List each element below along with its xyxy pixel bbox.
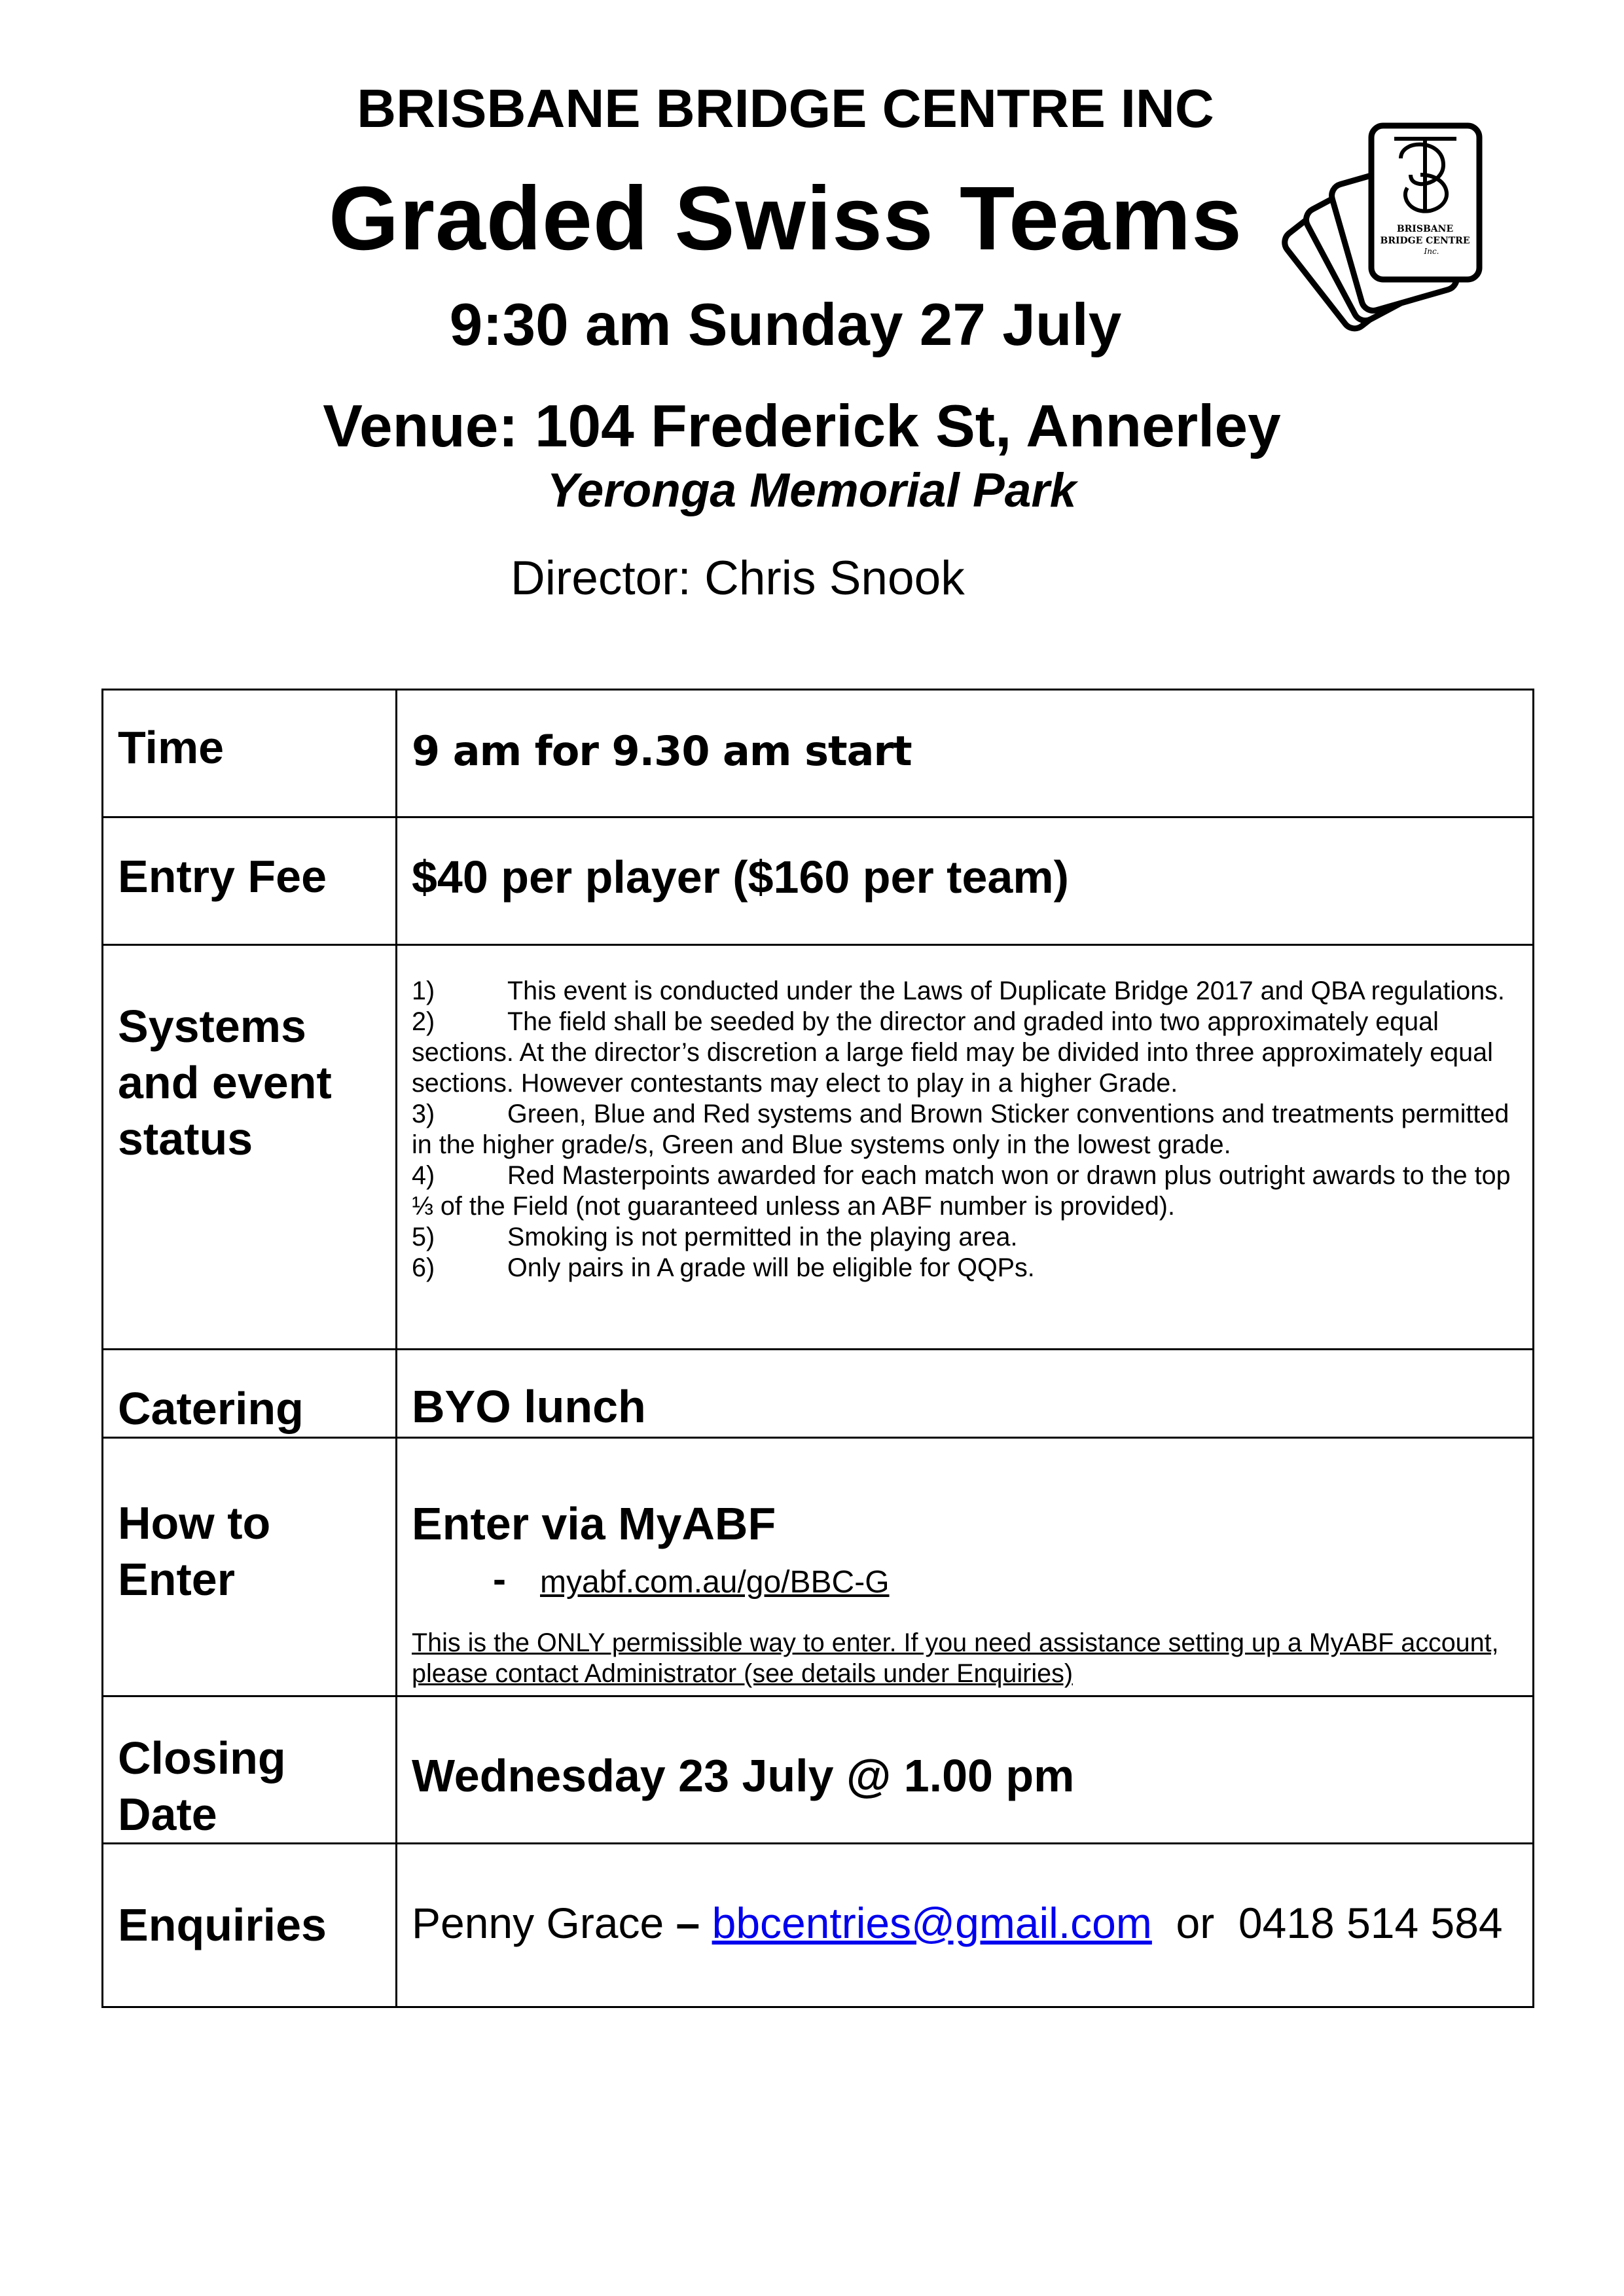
entry-fee-label: Entry Fee — [118, 851, 327, 902]
how-to-enter-heading: Enter via MyABF — [412, 1498, 776, 1549]
closing-date-value: Wednesday 23 July @ 1.00 pm — [412, 1750, 1075, 1801]
entry-fee-value-cell — [397, 817, 1534, 945]
enquiries-value-cell — [397, 1844, 1534, 2007]
systems-value-cell — [397, 945, 1534, 1350]
catering-value: BYO lunch — [412, 1381, 646, 1432]
time-value-cell — [397, 690, 1534, 817]
closing-date-value-cell — [397, 1696, 1534, 1844]
table-row-catering — [103, 1350, 1534, 1438]
catering-label-cell — [103, 1350, 397, 1438]
myabf-link-row — [397, 1556, 1532, 1602]
event-title: Graded Swiss Teams — [328, 168, 1243, 269]
closing-date-label-cell — [103, 1696, 397, 1844]
table-row-enquiries — [103, 1844, 1534, 2007]
systems-label-line2: and event — [118, 1057, 332, 1108]
systems-label-line1: Systems — [118, 1001, 306, 1052]
closing-date-label-line2: Date — [118, 1789, 217, 1840]
enquiries-label-cell — [103, 1844, 397, 2007]
bbc-cards-logo-icon — [1280, 113, 1496, 355]
systems-label — [103, 946, 395, 1167]
list-item-number: 6) — [412, 1253, 435, 1282]
list-item — [412, 1099, 1513, 1160]
systems-label-line3: status — [118, 1113, 253, 1164]
how-to-enter-label-cell — [103, 1438, 397, 1696]
list-item-text: Green, Blue and Red systems and Brown Sticker conventions and treatments permitted in the higher grade/s, Green and Blue systems only in the lowest grade. — [412, 1100, 1509, 1159]
catering-label: Catering — [118, 1383, 304, 1434]
table-row-closing-date — [103, 1696, 1534, 1844]
organisation-name: BRISBANE BRIDGE CENTRE INC — [357, 78, 1214, 139]
list-item-number: 4) — [412, 1161, 435, 1190]
how-to-enter-label-line2: Enter — [118, 1554, 235, 1605]
closing-date-label — [103, 1697, 395, 1842]
enquiries-label: Enquiries — [118, 1899, 327, 1950]
link-bullet: - — [493, 1557, 506, 1601]
entry-fee-label-cell — [103, 817, 397, 945]
time-label-cell — [103, 690, 397, 817]
table-row-how-to-enter — [103, 1438, 1534, 1696]
list-item — [412, 1222, 1513, 1253]
list-item — [412, 1253, 1513, 1283]
entry-fee-value: $40 per player ($160 per team) — [412, 852, 1069, 903]
venue-name: Yeronga Memorial Park — [547, 464, 1077, 517]
list-item-text: Only pairs in A grade will be eligible for QQPs. — [507, 1253, 1035, 1282]
event-date-time: 9:30 am Sunday 27 July — [449, 292, 1122, 358]
table-row-systems — [103, 945, 1534, 1350]
list-item-text: Red Masterpoints awarded for each match won or drawn plus outright awards to the top ⅓ of the Field (not guaranteed unless an ABF number is provided). — [412, 1161, 1511, 1221]
logo-text-line2: BRIDGE CENTRE — [1380, 236, 1470, 246]
list-item — [412, 1007, 1513, 1099]
systems-label-cell — [103, 945, 397, 1350]
list-item-text: Smoking is not permitted in the playing area. — [507, 1223, 1018, 1251]
list-item-text: The field shall be seeded by the director and graded into two approximately equal sections. At the director’s discretion a large field may be divided into three approximately equal sections. However contestants may elect to play in a higher Grade. — [412, 1007, 1493, 1098]
list-item — [412, 976, 1513, 1007]
list-item-number: 2) — [412, 1007, 435, 1036]
how-to-enter-value-cell — [397, 1438, 1534, 1696]
entry-note: This is the ONLY permissible way to enter. If you need assistance setting up a MyABF account, please contact Administrator (see details under Enquiries) — [412, 1628, 1499, 1688]
time-label: Time — [118, 722, 225, 773]
how-to-enter-label — [103, 1439, 395, 1607]
contact-separator: – — [664, 1899, 712, 1947]
contact-phone: 0418 514 584 — [1238, 1899, 1503, 1947]
list-item — [412, 1160, 1513, 1222]
catering-value-cell — [397, 1350, 1534, 1438]
logo-text-line1: BRISBANE — [1396, 224, 1454, 234]
contact-or: or — [1151, 1899, 1238, 1947]
list-item-number: 5) — [412, 1223, 435, 1251]
table-row-time — [103, 690, 1534, 817]
logo-text-line3: Inc. — [1424, 247, 1439, 256]
list-item-text: This event is conducted under the Laws of Duplicate Bridge 2017 and QBA regulations. — [507, 977, 1505, 1005]
closing-date-label-line1: Closing — [118, 1732, 286, 1784]
list-item-number: 1) — [412, 977, 435, 1005]
time-value: 9 am for 9.30 am start — [412, 727, 912, 775]
list-item-number: 3) — [412, 1100, 435, 1128]
table-row-entry-fee — [103, 817, 1534, 945]
event-details-table — [101, 689, 1534, 2008]
systems-list — [397, 946, 1532, 1283]
how-to-enter-label-line1: How to — [118, 1498, 271, 1549]
venue-address: Venue: 104 Frederick St, Annerley — [323, 393, 1281, 459]
director-line: Director: Chris Snook — [511, 552, 965, 605]
contact-email-link[interactable]: bbcentries@gmail.com — [712, 1899, 1152, 1947]
myabf-link[interactable]: myabf.com.au/go/BBC-G — [540, 1565, 890, 1600]
enquiries-contact — [397, 1844, 1532, 1948]
contact-name: Penny Grace — [412, 1899, 664, 1947]
